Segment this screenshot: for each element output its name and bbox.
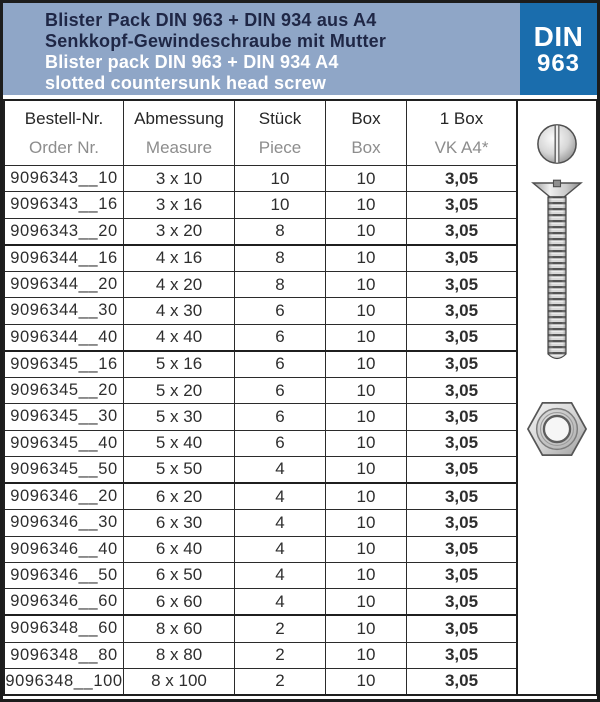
order-nr-cell: 9096345__16: [5, 352, 124, 377]
order-nr-cell: 9096346__40: [5, 537, 124, 562]
piece-cell: 4: [235, 563, 326, 588]
table-row: [5, 456, 516, 482]
piece-cell: 10: [235, 192, 326, 217]
piece-cell: 6: [235, 325, 326, 350]
column-header-order-nr: [5, 101, 124, 165]
measure-cell: 6 x 50: [124, 563, 235, 588]
table-row: [5, 430, 516, 456]
title-english-line2: slotted countersunk head screw: [45, 73, 327, 93]
order-nr-cell: 9096343__10: [5, 166, 124, 191]
product-illustration-column: [518, 99, 597, 696]
box-cell: 10: [326, 563, 407, 588]
piece-cell: 6: [235, 378, 326, 403]
order-nr-cell: 9096344__16: [5, 246, 124, 271]
price-cell: 3,05: [444, 168, 479, 188]
box-cell: 10: [326, 510, 407, 535]
price-cell: 3,05: [444, 327, 479, 347]
order-nr-cell: 9096348__60: [5, 616, 124, 641]
price-cell: 3,05: [444, 300, 479, 320]
header-label-de: Bestell-Nr.: [24, 108, 104, 128]
title-german-line1: Blister Pack DIN 963 + DIN 934 aus A4: [45, 10, 377, 30]
order-nr-cell: 9096345__50: [5, 457, 124, 482]
piece-cell: 4: [235, 484, 326, 509]
box-cell: 10: [326, 272, 407, 297]
title-german-line2: Senkkopf-Gewindeschraube mit Mutter: [45, 31, 387, 51]
din-963-badge: [520, 3, 597, 95]
table-row: [5, 191, 516, 217]
header-label-de: Stück: [258, 108, 302, 128]
price-cell: 3,05: [444, 618, 479, 638]
table-row: [5, 536, 516, 562]
table-row: [5, 614, 516, 641]
hex-nut-icon: [526, 397, 588, 461]
measure-cell: 6 x 40: [124, 537, 235, 562]
piece-cell: 6: [235, 298, 326, 323]
box-cell: 10: [326, 219, 407, 244]
piece-cell: 6: [235, 352, 326, 377]
measure-cell: 4 x 20: [124, 272, 235, 297]
piece-cell: 2: [235, 669, 326, 694]
box-cell: 10: [326, 484, 407, 509]
header-label-en: Box: [351, 137, 381, 157]
price-cell: 3,05: [444, 248, 479, 268]
measure-cell: 5 x 40: [124, 431, 235, 456]
piece-cell: 4: [235, 457, 326, 482]
measure-cell: 5 x 20: [124, 378, 235, 403]
box-cell: 10: [326, 643, 407, 668]
order-nr-cell: 9096344__40: [5, 325, 124, 350]
measure-cell: 5 x 30: [124, 404, 235, 429]
table-row: [5, 482, 516, 509]
box-cell: 10: [326, 457, 407, 482]
column-header-price: [407, 101, 516, 165]
box-cell: 10: [326, 192, 407, 217]
title-english-line1: Blister pack DIN 963 + DIN 934 A4: [45, 52, 339, 72]
box-cell: 10: [326, 325, 407, 350]
piece-cell: 4: [235, 589, 326, 614]
column-header-measure: [124, 101, 235, 165]
piece-cell: 8: [235, 219, 326, 244]
order-nr-cell: 9096346__30: [5, 510, 124, 535]
box-cell: 10: [326, 352, 407, 377]
price-cell: 3,05: [444, 486, 479, 506]
table-row: [5, 403, 516, 429]
content-area: [3, 99, 597, 696]
measure-cell: 4 x 40: [124, 325, 235, 350]
box-cell: 10: [326, 589, 407, 614]
table-row: [5, 271, 516, 297]
box-cell: 10: [326, 537, 407, 562]
header-label-de: Abmessung: [134, 108, 224, 128]
order-nr-cell: 9096348__100: [5, 669, 124, 694]
measure-cell: 3 x 10: [124, 166, 235, 191]
box-cell: 10: [326, 378, 407, 403]
piece-cell: 2: [235, 643, 326, 668]
header-label-de: 1 Box: [439, 108, 484, 128]
header-band: [3, 3, 597, 95]
order-nr-cell: 9096346__20: [5, 484, 124, 509]
order-nr-cell: 9096346__50: [5, 563, 124, 588]
measure-cell: 6 x 30: [124, 510, 235, 535]
piece-cell: 8: [235, 272, 326, 297]
box-cell: 10: [326, 166, 407, 191]
header-label-de: Box: [351, 108, 381, 128]
price-table: [3, 99, 518, 696]
order-nr-cell: 9096345__30: [5, 404, 124, 429]
price-cell: 3,05: [444, 565, 479, 585]
piece-cell: 10: [235, 166, 326, 191]
price-cell: 3,05: [444, 274, 479, 294]
table-row: [5, 244, 516, 271]
price-cell: 3,05: [444, 671, 479, 691]
piece-cell: 4: [235, 510, 326, 535]
table-row: [5, 562, 516, 588]
box-cell: 10: [326, 669, 407, 694]
measure-cell: 8 x 80: [124, 643, 235, 668]
measure-cell: 4 x 30: [124, 298, 235, 323]
price-cell: 3,05: [444, 645, 479, 665]
price-cell: 3,05: [444, 354, 479, 374]
order-nr-cell: 9096345__20: [5, 378, 124, 403]
price-cell: 3,05: [444, 539, 479, 559]
piece-cell: 2: [235, 616, 326, 641]
header-label-en: Order Nr.: [29, 137, 99, 157]
order-nr-cell: 9096343__16: [5, 192, 124, 217]
price-cell: 3,05: [444, 459, 479, 479]
page-title: [3, 3, 386, 95]
order-nr-cell: 9096344__20: [5, 272, 124, 297]
din-badge-line2: 963: [536, 50, 581, 78]
order-nr-cell: 9096344__30: [5, 298, 124, 323]
measure-cell: 3 x 16: [124, 192, 235, 217]
header-label-en: Measure: [145, 137, 213, 157]
piece-cell: 4: [235, 537, 326, 562]
price-cell: 3,05: [444, 221, 479, 241]
order-nr-cell: 9096346__60: [5, 589, 124, 614]
table-row: [5, 165, 516, 191]
column-header-box: [326, 101, 407, 165]
measure-cell: 5 x 16: [124, 352, 235, 377]
price-cell: 3,05: [444, 512, 479, 532]
order-nr-cell: 9096348__80: [5, 643, 124, 668]
price-cell: 3,05: [444, 591, 479, 611]
measure-cell: 6 x 20: [124, 484, 235, 509]
order-nr-cell: 9096345__40: [5, 431, 124, 456]
table-row: [5, 350, 516, 377]
table-row: [5, 218, 516, 244]
table-row: [5, 297, 516, 323]
price-cell: 3,05: [444, 194, 479, 214]
table-row: [5, 642, 516, 668]
box-cell: 10: [326, 616, 407, 641]
price-cell: 3,05: [444, 406, 479, 426]
table-row: [5, 588, 516, 614]
measure-cell: 5 x 50: [124, 457, 235, 482]
countersunk-screw-side-icon: [530, 178, 584, 368]
order-nr-cell: 9096343__20: [5, 219, 124, 244]
table-row: [5, 668, 516, 694]
measure-cell: 8 x 100: [124, 669, 235, 694]
header-label-en: Piece: [258, 137, 302, 157]
measure-cell: 4 x 16: [124, 246, 235, 271]
measure-cell: 8 x 60: [124, 616, 235, 641]
box-cell: 10: [326, 404, 407, 429]
table-row: [5, 324, 516, 350]
column-header-piece: [235, 101, 326, 165]
din-badge-line1: DIN: [533, 20, 584, 52]
piece-cell: 6: [235, 404, 326, 429]
table-row: [5, 377, 516, 403]
box-cell: 10: [326, 246, 407, 271]
piece-cell: 8: [235, 246, 326, 271]
piece-cell: 6: [235, 431, 326, 456]
measure-cell: 6 x 60: [124, 589, 235, 614]
measure-cell: 3 x 20: [124, 219, 235, 244]
price-cell: 3,05: [444, 380, 479, 400]
screw-head-top-icon: [536, 123, 578, 165]
price-cell: 3,05: [444, 433, 479, 453]
header-label-en: VK A4*: [434, 137, 489, 157]
box-cell: 10: [326, 298, 407, 323]
table-header-row: [5, 101, 516, 165]
box-cell: 10: [326, 431, 407, 456]
table-row: [5, 509, 516, 535]
